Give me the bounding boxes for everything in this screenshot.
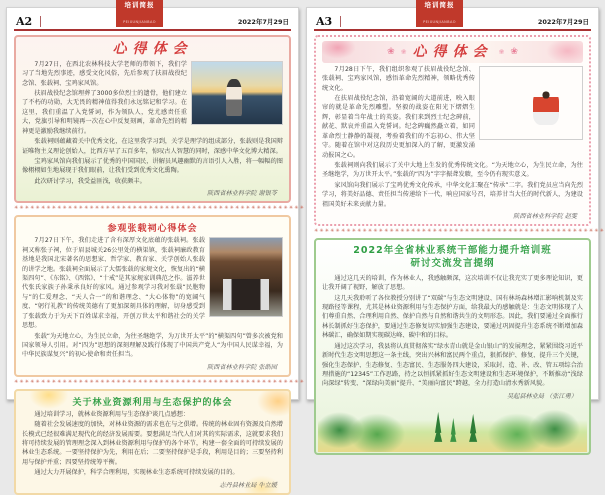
article-title [322,245,583,271]
ornament-divider: ✳✳✳✳✳✳✳✳✳✳✳✳✳✳✳✳✳✳✳✳✳✳✳✳✳✳✳✳✳✳✳✳✳✳✳✳✳✳✳✳✳✳✳✳✳✳✳✳✳✳✳✳✳✳ [314,228,605,235]
masthead [116,0,163,27]
paragraph: 通过培训学习，就林业资源利用与生态保护谈几点感想： [34,410,190,418]
article-body [22,410,283,478]
paragraph: 张载“为天地立心，为生民立命，为往圣继绝学，为万世开太平”的“横渠四句”曾多次被党和国家领导人引用。对“四为”思想的深刻理解及践行体现了中国共产党人“为中国人民谋幸福，为中华民族谋复兴”的初心使命和责任担当。 [22,332,283,359]
forest-illustration [318,400,587,452]
paragraph: 7月27日下午，我们走进了含有深厚文化底蕴的张载祠。张载祠又称张子祠，位于眉县城关26公里处的横渠镇，张载祠廉政教育基地是我国北宋著名的思想家、哲学家、教育家、关学创始人张载的讲学之地。张载祠全面展示了大儒张载的家规文化，恢复出的“横渠四句”、《东铭》、《西铭》、“十戒”是其家规家训典范之作。滋养世代张氏家族子孙秉承良好的家风。通过参观学习我对张载“民胞物与”的仁爱理念、“天人合一”的和谐理念、“大心体物”的宽阔气度、“躬行礼教”的传统美德有了更加深刻具体的理解，切身感受到了张载致力于为天下百姓谋求幸福，开创万世太平和谐社会的关学思想。 [22,237,205,330]
article-training-outline [314,238,591,455]
paragraph: 7月28日下午，我们组织参观了扶眉战役纪念馆、张载祠、宝鸡家风馆，感悟革命先烈精神，领略优秀传统文化。 [322,65,475,92]
article-title: 心得体会 [412,44,493,60]
cypress-tree-icon [434,412,443,442]
page-header [14,1,291,31]
paragraph: 随着社会发展速度的加快，对林业资源的需求也在与之俱增。传统的林业固有资源及自然增长模式已经很难满足现代化的经济发展需要。要想满足当代人们对其的实际需求，这就要求我们将可持续发展的管理理念深入到林业资源利用与保护的各个环节，构建一套全面的可持续发展的林业生态系统。一要坚持保护为先，利用在后；二要坚持保护是手段，利用是目的；三要坚持利用与保护并重；四要坚持统筹平衡。 [22,421,283,466]
masthead-pinyin: PEIXUNJIANBAO [123,20,156,24]
paragraph: 这几天我聆听了各位教授分别讲了“双碳”与生态文明建设、国有林场森林增汇影响机制及实现路径等课程，尤其是林业资源利用与生态保护方面，给我最大的感触就是：生态文明体现了人们尊重自然、合理利用自然、保护自然与自然和谐共生的文明形态。因此，我们要通过全面推行林长制抓好生态保护，要通过生态修复切实加强生态建设，要通过巩固提升生态系统不断增加森林碳汇，确保如期实现碳达峰、碳中和的目标。 [322,294,583,340]
cypress-tree-icon [450,418,457,442]
paragraph: 此次研讨学习，我受益匪浅，收获颇丰。 [34,177,146,185]
woman-on-grass-photo [479,66,583,140]
masthead [416,0,463,27]
article-title: 参观张载祠心得体会 [107,224,198,235]
article-body [322,274,583,390]
blossom-icon: ❀ [498,47,505,56]
lakeside-portrait-photo [191,61,283,125]
paragraph: 通过这几天的培训，作为林业人，我感触颇深，这次培训不仅让我充实了更多理论知识，更让我开阔了视野，解放了思想。 [322,274,583,292]
article-title: 心得体会 [112,41,193,57]
masthead-pinyin: PEIXUNJIANBAO [423,20,456,24]
page-header [314,1,591,31]
paragraph: 7月27日，在西北农林科技大学老师的带领下，我们学习了当地先烈事迹，感受文化风俗，先后参观了扶眉战役纪念馆、张载祠、宝鸡家风馆。 [22,60,187,87]
paragraph: 宝鸡家风馆向我们展示了优秀的中国国民，讲解员风趣幽默的言语引人入胜，将一幅幅的图像栩栩如生地展现于我们眼前，让我们受到优秀文化熏陶。 [22,158,283,175]
paragraph: 通过这次学习，我县将认真贯彻落实“绿水青山就是金山银山”的发展理念，紧紧围绕习近平新时代生态文明思想这一条主线，突出兴林和富民两个重点，狠抓保护、修复、提升三个关键，强化生态保护、生态修复、生态富民、生态服务四大建设，采取封、造、补、改、管五项综合治理措施的“12345”工作思路，持之以恒抓紧抓好生态文明建设和生态环境保护，不断推动“浅绿向深绿”转变、“深绿向美丽”提升、“美丽向富民”跨越，全力打造山清水秀新风貌。 [322,342,583,388]
article-title-line2: 研讨交流发言提纲 [410,257,495,269]
paragraph: 家风馆向我们展示了宝鸡优秀文化传承，中华文化汇聚在“传承”二字。我们党员应当向先烈学习，将美好品德、责任担当传递给下一代，响应国家号召，培养甘当大任的时代新人，为建设祖国美好未来贡献力量。 [322,181,583,208]
article-signature: 志丹县林业局 牛立媛 [219,481,277,489]
paragraph: 扶眉战役纪念馆埋葬了3000多位烈士的遗骨，他们建立了不朽的功勋，大无畏的精神值得我们永远铭记和学习。在这里，我们重温了入党誓词，作为领队人，党尤感责任重大，党旗引导和明镜再一次在心中反复刻画，革命先烈的精神更是激励我继续前行。 [22,90,187,135]
article-signature: 陕西省林业科学院 张皓园 [206,363,277,371]
article-signature: 陕西省林业科学院 谢银苓 [206,190,277,198]
article-forestry-resources [14,389,291,495]
blossom-icon: ❀ [510,46,518,57]
blossom-icon: ❀ [387,46,395,57]
masthead-title: 培训简报 [124,1,155,9]
article-xindetihui [14,35,291,203]
issue-date: 2022年7月29日 [537,17,589,26]
article-signature: 吴起县林业局 （张江勇） [506,392,577,400]
ornament-divider: ✳✳✳✳✳✳✳✳✳✳✳✳✳✳✳✳✳✳✳✳✳✳✳✳✳✳✳✳✳✳✳✳✳✳✳✳✳✳✳✳✳✳✳✳✳✳✳✳✳✳✳✳✳✳ [14,205,306,212]
article-title: 关于林业资源利用与生态保护的体会 [72,397,233,408]
blossom-icon: ❀ [400,47,407,56]
issue-date: 2022年7月29日 [237,17,289,26]
article-title-line1: 2022年全省林业系统干部能力提升培训班 [353,245,552,257]
page-number: A3 [314,16,341,27]
article-zhangzai-visit [14,215,291,376]
paragraph: 在扶眉战役纪念馆，沿着宽阔的大道前进，映入眼帘的就是革命先烈雕塑。坚毅的战姿在阳光下熠熠生辉，彰显着当年战士的英姿。我们来到烈士纪念碑前，献花、默哀并重温入党誓词。纪念碑巍然矗立着，如同革命烈士静静的凝视，考验着我们的不忘初心、伟大坚守。随着在馆中对这段历史更加深入的了解，更激发涌动报国之心。 [322,95,475,159]
article-xindetihui-a3 [314,35,591,226]
page-a3 [306,1,605,400]
paragraph: 通过大力开展保护，科学合理利用，实现林业生态系统可持续发展的目的。 [34,469,239,477]
masthead-title: 培训简报 [424,1,455,9]
page-a2 [6,1,306,489]
page-number: A2 [14,16,41,27]
paragraph: 张载祠则蕴藏着关中优秀文化，在这里我学习到，关学是理学的组成部分，张载则是我国辩证唯物主义理论创始人，比西方早了五百多年，惊叹古人智慧的同时，深感中华文化博大精深。 [22,138,283,155]
ornament-divider: ✳✳✳✳✳✳✳✳✳✳✳✳✳✳✳✳✳✳✳✳✳✳✳✳✳✳✳✳✳✳✳✳✳✳✳✳✳✳✳✳✳✳✳✳✳✳✳✳✳✳✳✳✳✳ [14,378,306,385]
zhangzai-temple-photo [209,237,283,317]
article-signature: 陕西省林业科学院 赵雯 [513,213,577,221]
blossom-title-banner [322,41,583,63]
cypress-tree-icon [469,414,478,442]
paragraph: 张载祠则向我们展示了关中大地上生发的优秀传统文化。“为天地立心，为生民立命，为往圣继绝学，为万世开太平。”张载的“四为”字字振聋发聩，至今仍有现实意义。 [322,162,583,179]
